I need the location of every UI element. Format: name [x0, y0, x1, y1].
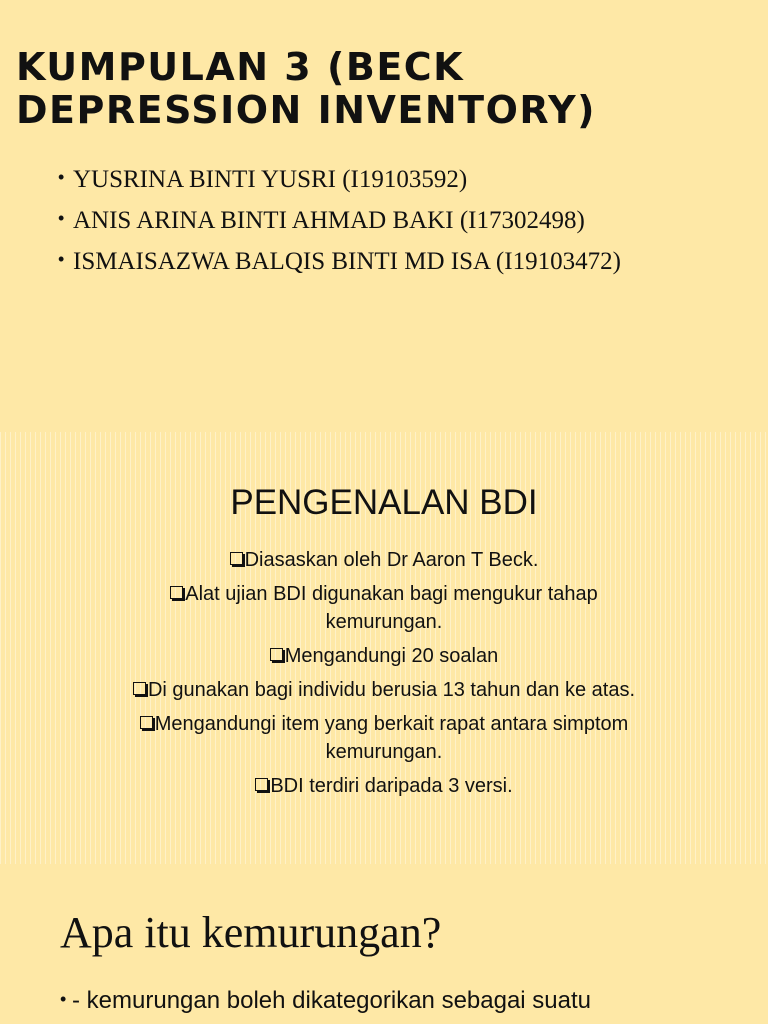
definition-list — [60, 982, 591, 1018]
checkbox-square-icon — [140, 716, 153, 729]
bullet-icon: • — [60, 989, 67, 1009]
list-item — [60, 982, 591, 1018]
checkbox-square-icon — [133, 682, 146, 695]
slide-1 — [0, 0, 768, 432]
member-name: ANIS ARINA BINTI AHMAD BAKI (I17302498) — [73, 207, 585, 234]
point-text: BDI terdiri daripada 3 versi. — [270, 775, 513, 797]
checkbox-square-icon — [170, 586, 183, 599]
slide-3 — [0, 864, 768, 1024]
point-text: Mengandungi 20 soalan — [284, 645, 499, 667]
member-item — [58, 240, 621, 281]
bdi-point-list — [120, 546, 648, 806]
slide-2 — [0, 432, 768, 864]
bullet-icon: • — [58, 249, 65, 269]
point-text: Mengandungi item yang berkait rapat antara simptom kemurungan. — [154, 713, 629, 763]
checkbox-square-icon — [270, 648, 283, 661]
list-item — [120, 676, 648, 704]
point-text: Alat ujian BDI digunakan bagi mengukur tahap kemurungan. — [185, 583, 598, 633]
slide-3-title: Apa itu kemurungan? — [60, 908, 442, 957]
member-item — [58, 199, 621, 240]
list-item — [120, 772, 648, 800]
slide-2-title: PENGENALAN BDI — [230, 483, 538, 522]
checkbox-square-icon — [230, 552, 243, 565]
slide-1-title: KUMPULAN 3 (BECK DEPRESSION INVENTORY) — [16, 45, 596, 132]
definition-text: - kemurungan boleh dikategorikan sebagai suatu — [72, 987, 592, 1014]
bullet-icon: • — [58, 167, 65, 187]
list-item — [120, 642, 648, 670]
point-text: Di gunakan bagi individu berusia 13 tahun dan ke atas. — [147, 679, 635, 701]
member-list — [58, 158, 621, 281]
checkbox-square-icon — [255, 778, 268, 791]
list-item — [120, 710, 648, 766]
bullet-icon: • — [58, 208, 65, 228]
point-text: Diasaskan oleh Dr Aaron T Beck. — [244, 549, 539, 571]
list-item — [120, 546, 648, 574]
member-name: YUSRINA BINTI YUSRI (I19103592) — [73, 166, 468, 193]
list-item — [120, 580, 648, 636]
member-name: ISMAISAZWA BALQIS BINTI MD ISA (I19103472) — [73, 248, 621, 275]
member-item — [58, 158, 621, 199]
